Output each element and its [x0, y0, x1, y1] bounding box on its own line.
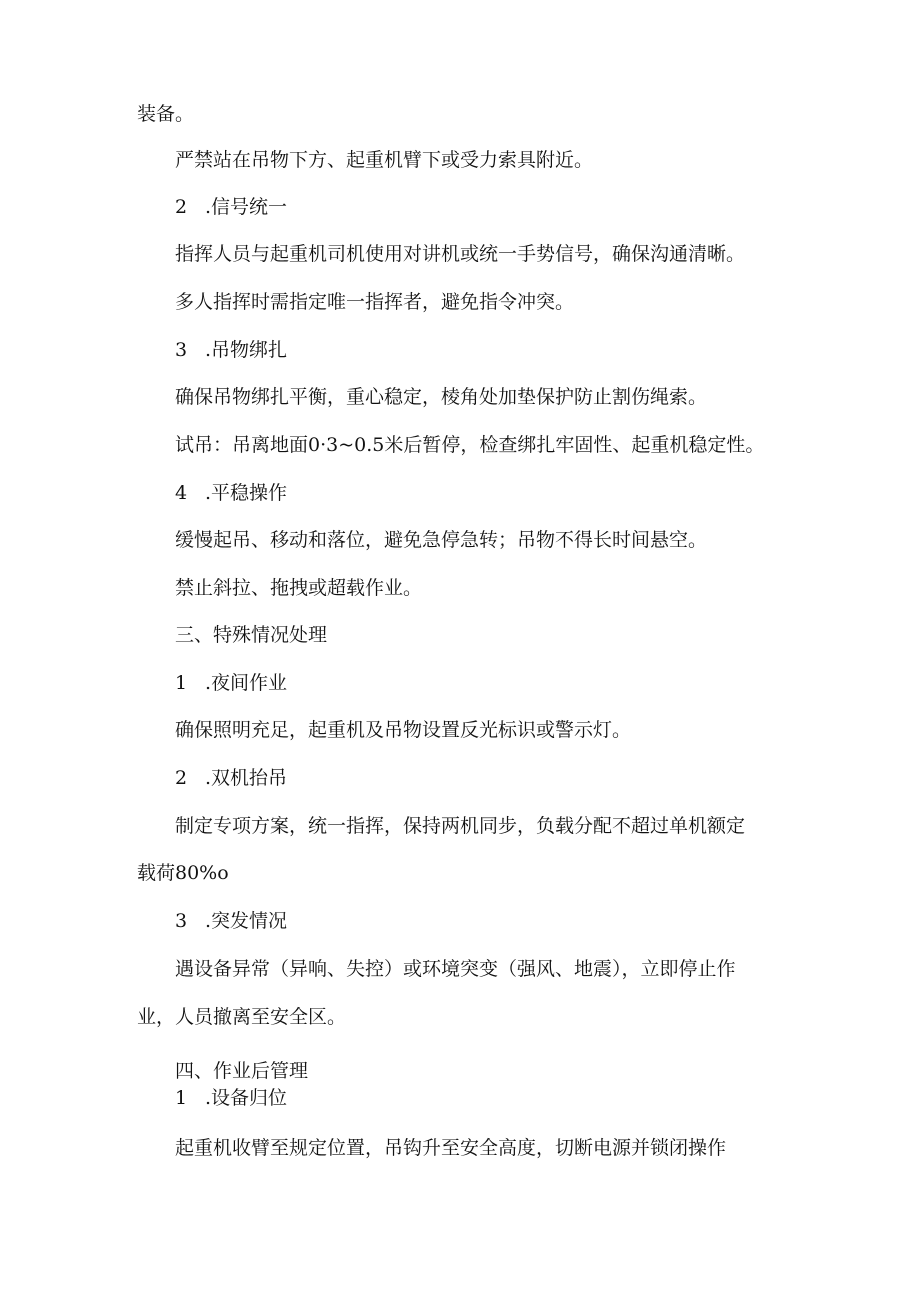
section-number: 1	[175, 672, 188, 694]
section-title: .设备归位	[205, 1087, 288, 1109]
section-title: .吊物绑扎	[205, 339, 288, 361]
text-line: 载荷80%o	[137, 862, 229, 884]
text-line: 遇设备异常（异响、失控）或环境突变（强风、地震），立即停止作	[175, 958, 736, 980]
section-number: 3	[175, 910, 188, 932]
text-line: 试吊：吊离地面0·3~0.5米后暂停，检查绑扎牢固性、起重机稳定性。	[175, 434, 765, 456]
text-line: 指挥人员与起重机司机使用对讲机或统一手势信号，确保沟通清晰。	[175, 243, 746, 265]
text-line: 严禁站在吊物下方、起重机臂下或受力索具附近。	[175, 149, 594, 171]
section-number: 3	[175, 339, 188, 361]
section-heading	[175, 341, 287, 360]
section-heading	[175, 198, 287, 217]
section-title: .夜间作业	[205, 672, 288, 694]
section-title: .平稳操作	[205, 482, 288, 504]
text-line: 装备。	[137, 103, 195, 125]
chapter-heading: 三、特殊情况处理	[175, 624, 328, 646]
text-line: 制定专项方案，统一指挥，保持两机同步，负载分配不超过单机额定	[175, 815, 746, 837]
section-number: 1	[175, 1087, 188, 1109]
text-line: 确保照明充足，起重机及吊物设置反光标识或警示灯。	[175, 719, 632, 741]
text-line: 业，人员撤离至安全区。	[137, 1006, 347, 1028]
text-line: 确保吊物绑扎平衡，重心稳定，棱角处加垫保护防止割伤绳索。	[175, 386, 708, 408]
section-title: .信号统一	[205, 196, 288, 218]
text-line: 多人指挥时需指定唯一指挥者，避免指令冲突。	[175, 291, 575, 313]
section-heading	[175, 912, 287, 931]
section-heading	[175, 674, 287, 693]
section-title: .双机抬吊	[205, 767, 288, 789]
section-heading	[175, 769, 287, 788]
section-number: 2	[175, 196, 188, 218]
section-heading	[175, 484, 287, 503]
text-line: 缓慢起吊、移动和落位，避免急停急转；吊物不得长时间悬空。	[175, 529, 708, 551]
section-heading	[175, 1089, 287, 1108]
section-title: .突发情况	[205, 910, 288, 932]
text-line: 起重机收臂至规定位置，吊钩升至安全高度，切断电源并锁闭操作	[175, 1137, 727, 1159]
section-number: 4	[175, 482, 188, 504]
section-number: 2	[175, 767, 188, 789]
chapter-heading: 四、作业后管理	[175, 1060, 309, 1082]
text-line: 禁止斜拉、拖拽或超载作业。	[175, 577, 423, 599]
